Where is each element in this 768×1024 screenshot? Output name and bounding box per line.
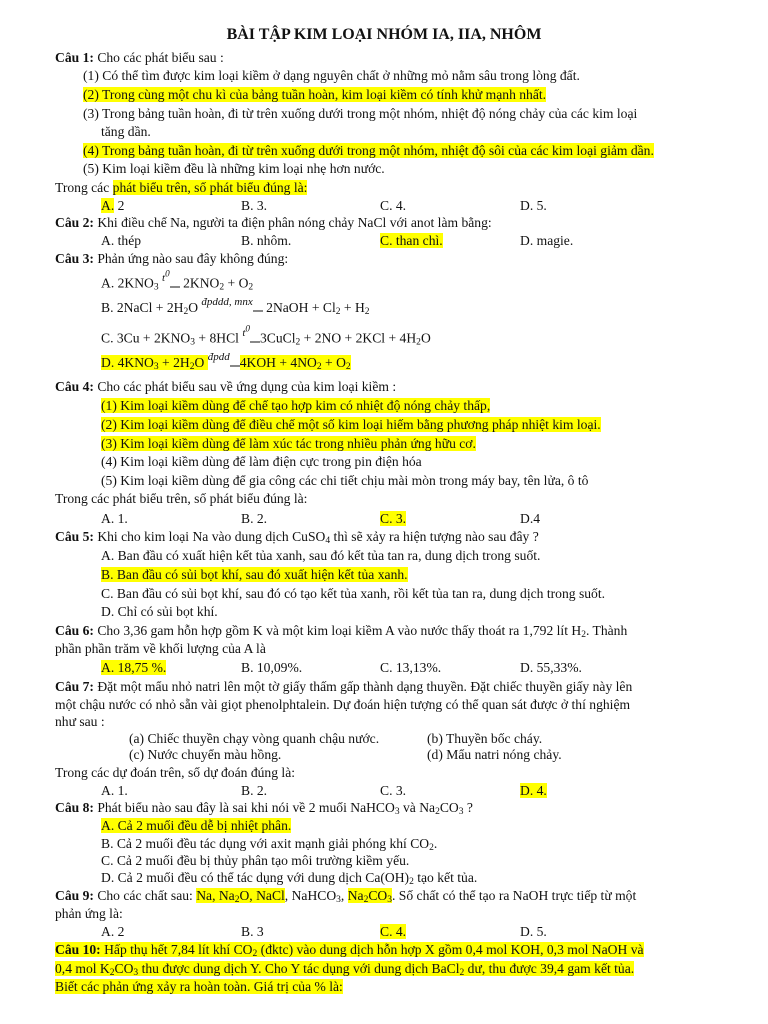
question-1-stem: Câu 1: Cho các phát biểu sau : [55, 50, 224, 65]
q8-option-a: A. Cả 2 muối đều dễ bị nhiệt phân. [101, 818, 292, 833]
q9-option-a: A. 2 [101, 924, 125, 939]
q1-statement-5: (5) Kim loại kiềm đều là những kim loại nhẹ hơn nước. [83, 161, 385, 176]
q3-option-b: B. 2NaCl + $2H_2O$ $^{đpddd, mnx}$ 2NaOH + $Cl_2 + H_2$ [101, 296, 370, 317]
q3-option-c: C. $3Cu + 2KNO_3 + 8HCl$ $^{t^0}$3CuCl$_2$ + $2NO + 2KCl + 4H_2O$ [101, 323, 431, 348]
q8-option-d: D. Cả 2 muối đều có thể tác dụng với dung dịch $Ca(OH)_2$ tạo kết tủa. [101, 870, 478, 887]
reaction-arrow-icon [250, 331, 260, 348]
question-6-stem: Câu 6: Cho 3,36 gam hỗn hợp gồm K và một kim loại kiềm A vào nước thấy thoát ra 1,792 lít $H_2$. Thành [55, 623, 628, 640]
q4-statement-2: (2) Kim loại kiềm dùng để điều chế một số kim loại hiếm bằng phương pháp nhiệt kim loại. [101, 417, 601, 432]
q7-option-d: D. 4. [520, 783, 547, 798]
question-3-stem: Câu 3: Phản ứng nào sau đây không đúng: [55, 251, 289, 266]
question-7-stem: Câu 7: Đặt một mẩu nhỏ natri lên một tờ giấy thấm gấp thành dạng thuyền. Đặt chiếc thuyền giấy này lên [55, 679, 633, 694]
q7-option-a: A. 1. [101, 783, 128, 798]
q5-option-a: A. Ban đầu có xuất hiện kết tủa xanh, sau đó kết tủa tan ra, dung dịch trong suốt. [101, 548, 541, 563]
q1-statement-1: (1) Có thể tìm được kim loại kiềm ở dạng nguyên chất ở những mỏ nằm sâu trong lòng đất. [83, 68, 580, 83]
q8-option-c: C. Cả 2 muối đều bị thủy phân tạo môi trường kiềm yếu. [101, 853, 410, 868]
q7-prediction-d: (d) Mẩu natri nóng chảy. [427, 747, 562, 762]
q6-stem-cont: phần phần trăm về khối lượng của A là [55, 641, 266, 656]
q2-option-d: D. magie. [520, 233, 574, 248]
q4-option-d: D.4 [520, 511, 541, 526]
q1-ask: Trong các phát biểu trên, số phát biểu đúng là: [55, 180, 308, 195]
q4-statement-3: (3) Kim loại kiềm dùng để làm xúc tác trong nhiều phản ứng hữu cơ. [101, 436, 476, 451]
q4-option-c: C. 3. [380, 511, 407, 526]
reaction-arrow-icon [230, 355, 240, 372]
q9-option-b: B. 3 [241, 924, 264, 939]
q9-option-c: C. 4. [380, 924, 407, 939]
q7-stem-line-2: một chậu nước có nhỏ sẵn vài giọt phenolphtalein. Dự đoán hiện tượng có thể quan sát được ở thí nghiệm [55, 697, 631, 712]
q2-option-a: A. thép [101, 233, 142, 248]
q2-option-c: C. than chì. [380, 233, 443, 248]
q7-prediction-b: (b) Thuyền bốc cháy. [427, 731, 543, 746]
q8-option-b: B. Cả 2 muối đều tác dụng với axit mạnh giải phóng khí $CO_2$. [101, 836, 438, 853]
q1-statement-3-cont: tăng dần. [101, 124, 151, 139]
q9-stem-cont: phản ứng là: [55, 906, 123, 921]
q4-statement-4: (4) Kim loại kiềm dùng để làm điện cực trong pin điện hóa [101, 454, 422, 469]
q4-statement-5: (5) Kim loại kiềm dùng để gia công các chi tiết chịu mài mòn trong máy bay, tên lửa, ô tô [101, 473, 589, 488]
q3-option-d: D. $4KNO_3 + 2H_2O$ $^{đpdd}$ $4KOH + 4NO_2 + O_2$ [101, 351, 351, 372]
question-5-stem: Câu 5: Khi cho kim loại Na vào dung dịch CuSO$_4$ thì sẽ xảy ra hiện tượng nào sau đây ? [55, 529, 539, 546]
q1-option-c: C. 4. [380, 198, 407, 213]
q5-option-b: B. Ban đầu có sủi bọt khí, sau đó xuất hiện kết tủa xanh. [101, 567, 408, 582]
q1-statement-4: (4) Trong bảng tuần hoàn, đi từ trên xuống dưới trong một nhóm, nhiệt độ sôi của các kim loại giảm dần. [83, 143, 654, 158]
q1-option-b: B. 3. [241, 198, 268, 213]
q5-option-d: D. Chỉ có sủi bọt khí. [101, 604, 218, 619]
q4-ask: Trong các phát biểu trên, số phát biểu đúng là: [55, 491, 308, 506]
q7-option-b: B. 2. [241, 783, 268, 798]
q10-stem-line-2: 0,4 mol $K_2CO_3$ thu được dung dịch Y. Cho Y tác dụng với dung dịch BaCl$_2$ dư, thu được 39,4 gam kết tủa. [55, 961, 635, 978]
q7-option-c: C. 3. [380, 783, 407, 798]
q7-ask: Trong các dự đoán trên, số dự đoán đúng là: [55, 765, 296, 780]
q10-stem-line-3: Biết các phản ứng xảy ra hoàn toàn. Giá trị của % là: [55, 979, 343, 994]
q7-stem-line-3: như sau : [55, 714, 105, 729]
q3-option-a: A. $2KNO_3$ $^{t^0}$ $2KNO_2 + O_2$ [101, 268, 254, 293]
q4-option-a: A. 1. [101, 511, 128, 526]
q4-option-b: B. 2. [241, 511, 268, 526]
q2-option-b: B. nhôm. [241, 233, 292, 248]
question-2-stem: Câu 2: Khi điều chế Na, người ta điện phân nóng chảy NaCl với anot làm bằng: [55, 215, 492, 230]
q6-option-c: C. 13,13%. [380, 660, 442, 675]
q1-option-d: D. 5. [520, 198, 547, 213]
reaction-arrow-icon [253, 300, 263, 317]
q6-option-d: D. 55,33%. [520, 660, 582, 675]
q1-statement-2: (2) Trong cùng một chu kì của bảng tuần hoàn, kim loại kiềm có tính khử mạnh nhất. [83, 87, 547, 102]
question-8-stem: Câu 8: Phát biểu nào sau đây là sai khi nói về 2 muối NaHCO$_3$ và $Na_2CO_3$ ? [55, 800, 473, 817]
q4-statement-1: (1) Kim loại kiềm dùng để chế tạo hợp kim có nhiệt độ nóng chảy thấp, [101, 398, 491, 413]
question-4-stem: Câu 4: Cho các phát biểu sau về ứng dụng của kim loại kiềm : [55, 379, 397, 394]
q9-option-d: D. 5. [520, 924, 547, 939]
q7-prediction-c: (c) Nước chuyển màu hồng. [129, 747, 282, 762]
q1-statement-3: (3) Trong bảng tuần hoàn, đi từ trên xuống dưới trong một nhóm, nhiệt độ nóng chảy của các kim loại [83, 106, 638, 121]
question-10-stem: Câu 10: Hấp thụ hết 7,84 lít khí $CO_2$ (đktc) vào dung dịch hỗn hợp X gồm 0,4 mol KOH, 0,3 mol NaOH và [55, 942, 644, 959]
q5-option-c: C. Ban đầu có sủi bọt khí, sau đó có tạo kết tủa xanh, rồi kết tủa tan ra, dung dịch trong suốt. [101, 586, 606, 601]
question-9-stem: Câu 9: Cho các chất sau: Na, $Na_2O$, NaCl, NaHCO$_3$, $Na_2CO_3$. Số chất có thể tạo ra NaOH trực tiếp từ một [55, 888, 637, 905]
q1-option-a: A. 2 [101, 198, 125, 213]
reaction-arrow-icon [170, 276, 180, 293]
q6-option-a: A. 18,75 %. [101, 660, 167, 675]
q6-option-b: B. 10,09%. [241, 660, 303, 675]
q7-prediction-a: (a) Chiếc thuyền chạy vòng quanh chậu nước. [129, 731, 380, 746]
page-title: BÀI TẬP KIM LOẠI NHÓM IA, IIA, NHÔM [226, 26, 542, 43]
